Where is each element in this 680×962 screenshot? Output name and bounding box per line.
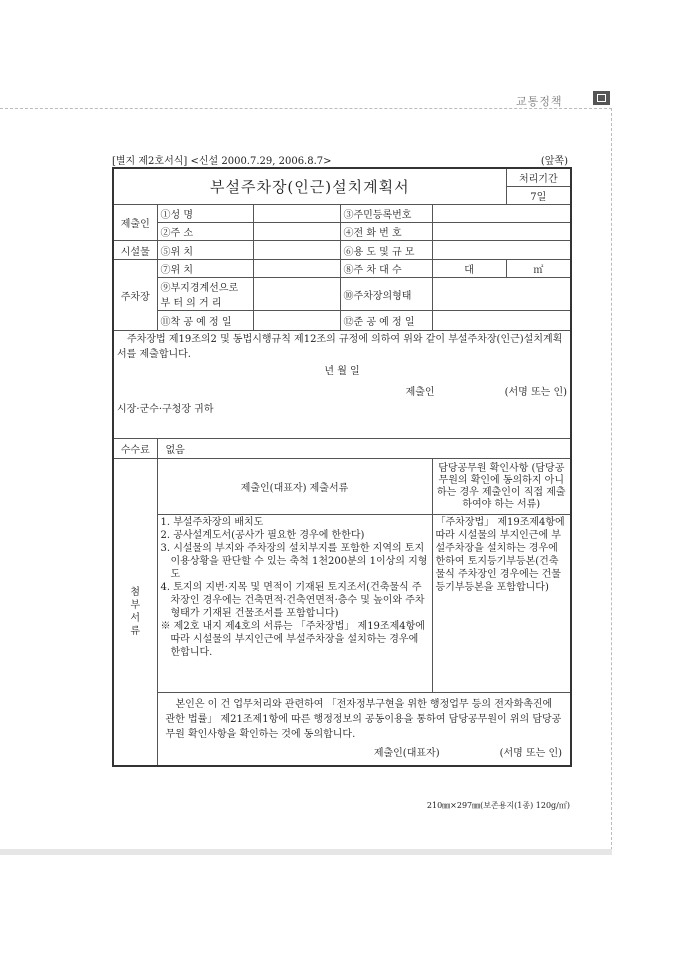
form-header: [112, 152, 570, 167]
signature-label: (서명 또는 인): [504, 387, 568, 398]
attachments-label: 첨 부 서 류: [113, 459, 157, 767]
parking-count-label: ⑧주 차 대 수: [340, 260, 432, 278]
fee-value: 없음: [157, 439, 571, 459]
start-date-label: ⑪착 공 예 정 일: [157, 311, 253, 331]
declaration-text: 주차장법 제19조의2 및 동법시행규칙 제12조의 규정에 의하여 위와 같이 부설주차장(인근)설치계획서를 제출합니다.: [117, 334, 563, 360]
facility-location-field[interactable]: [253, 241, 340, 260]
consent-signature: (서명 또는 인): [499, 748, 563, 759]
consent-text: 본인은 이 건 업무처리와 관련하여 「전자정부구현을 위한 행정업무 등의 전자화촉진에 관한 법률」 제21조제1항에 따른 행정정보의 공동이용을 통하여 담당공무원이 위의 담당공무원 확인사항을 확인하는 것에 동의합니다.: [165, 699, 562, 740]
doc-item-3: 3. 시설물의 부지와 주차장의 설치부지를 포함한 지역의 토지이용상황을 판단할 수 있는 축척 1천200분의 1이상의 지형도: [160, 543, 428, 580]
consent-submitter: 제출인(대표자): [373, 748, 440, 759]
completion-date-label: ⑫준 공 예 정 일: [340, 311, 432, 331]
name-label: ①성 명: [157, 205, 253, 223]
applicant-group-label: 제출인: [113, 205, 157, 241]
declaration-block: [113, 331, 571, 439]
official-check-text: 「주차장법」 제19조제4항에 따라 시설물의 부지인근에 부설주차장을 설치하는 경우에 한하여 토지등기부등본(건축물식 주차장인 경우에는 건물등기부등본을 포함합니다): [432, 515, 571, 693]
start-date-field[interactable]: [253, 311, 340, 331]
form-number: [별지 제2호서식] <신설 2000.7.29, 2006.8.7>: [112, 156, 332, 167]
right-dotted-border: [611, 108, 612, 850]
resident-number-label: ③주민등록번호: [340, 205, 432, 223]
doc-item-2: 2. 공사설계도서(공사가 필요한 경우에 한한다): [160, 530, 365, 541]
submitter-line: [117, 385, 567, 400]
submitter-docs-header: 제출인(대표자) 제출서류: [157, 459, 432, 515]
parking-type-field[interactable]: [432, 278, 571, 311]
phone-field[interactable]: [432, 223, 571, 241]
parking-type-label: ⑩주차장의형태: [340, 278, 432, 311]
parking-area-field[interactable]: ㎡: [506, 260, 571, 278]
address-label: ②주 소: [157, 223, 253, 241]
resident-number-field[interactable]: [432, 205, 571, 223]
parking-location-field[interactable]: [253, 260, 340, 278]
phone-label: ④전 화 번 호: [340, 223, 432, 241]
application-form: [112, 167, 572, 767]
section-label: 교통정책: [516, 95, 563, 108]
submitter-docs-list: [157, 515, 432, 693]
consent-block: [157, 693, 571, 767]
paper-spec: 210㎜×297㎜(보존용지(1종) 120g/㎡): [426, 801, 570, 810]
official-check-header: 담당공무원 확인사항 (담당공무원의 확인에 동의하지 아니하는 경우 제출인이 직접 제출하여야 하는 서류): [432, 459, 571, 515]
completion-date-field[interactable]: [432, 311, 571, 331]
doc-item-1: 1. 부설주차장의 배치도: [160, 517, 264, 528]
address-field[interactable]: [253, 223, 340, 241]
fee-label: 수수료: [113, 439, 157, 459]
boundary-distance-field[interactable]: [253, 278, 340, 311]
submitter-label: 제출인: [405, 387, 435, 398]
use-scale-label: ⑥용 도 및 규 모: [340, 241, 432, 260]
processing-period-value: 7일: [506, 187, 571, 205]
boundary-distance-label: ⑨부지경계선으로 부 터 의 거 리: [157, 278, 253, 311]
consent-sign-line: [166, 746, 563, 761]
processing-period-label: 처리기간: [506, 168, 571, 187]
doc-item-note: ※ 제2호 내지 제4호의 서류는 「주차장법」 제19조제4항에 따라 시설물의 부지인근에 부설주차장을 설치하는 경우에 한합니다.: [160, 621, 425, 658]
parking-group-label: 주차장: [113, 260, 157, 331]
facility-location-label: ⑤위 치: [157, 241, 253, 260]
facility-group-label: 시설물: [113, 241, 157, 260]
use-scale-field[interactable]: [432, 241, 571, 260]
form-title: 부설주차장(인근)설치계획서: [113, 168, 506, 205]
name-field[interactable]: [253, 205, 340, 223]
date-line: 년 월 일: [324, 366, 360, 377]
bottom-band: [0, 849, 612, 855]
parking-location-label: ⑦위 치: [157, 260, 253, 278]
page-side: (앞쪽): [540, 156, 568, 167]
recipient: 시장·군수·구청장 귀하: [117, 404, 214, 415]
parking-count-field[interactable]: 대: [432, 260, 506, 278]
page-marker-icon: [593, 91, 610, 105]
doc-item-4: 4. 토지의 지번·지목 및 면적이 기재된 토지조서(건축물식 주차장인 경우에는 건축면적·건축연면적·층수 및 높이와 주차형태가 기재된 건물조서를 포함합니다): [160, 582, 425, 619]
